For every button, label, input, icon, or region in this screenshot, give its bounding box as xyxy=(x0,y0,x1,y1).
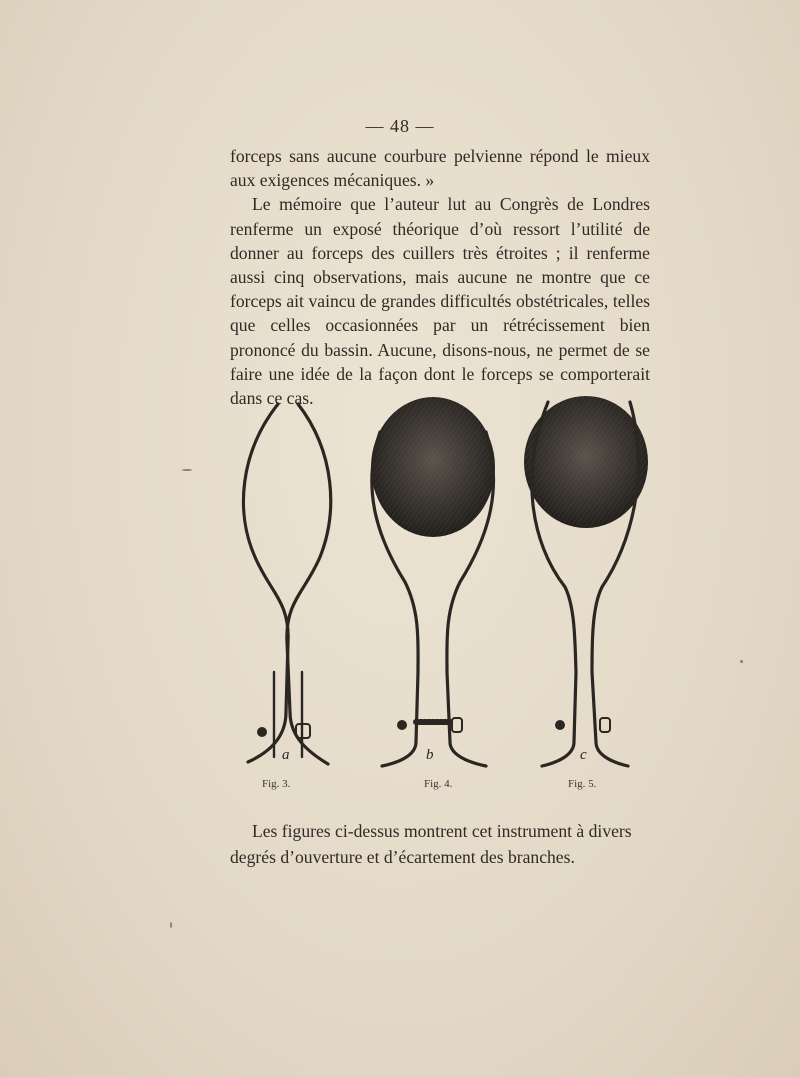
forceps-figures xyxy=(230,392,660,792)
figure-caption-5: Fig. 5. xyxy=(568,778,597,790)
figure-caption-3: Fig. 3. xyxy=(262,778,291,790)
paper-speck xyxy=(740,660,743,663)
paragraph-1: forceps sans aucune courbure pelvienne répond le mieux aux exigences mécaniques. » xyxy=(230,146,650,191)
body-text xyxy=(230,144,650,410)
figure-letter-b: b xyxy=(426,747,434,763)
paper-speck xyxy=(170,922,172,928)
forceps-a-drawing xyxy=(243,404,330,764)
paper-speck xyxy=(182,469,192,471)
forceps-b-drawing xyxy=(371,397,495,766)
forceps-engraving xyxy=(230,392,660,782)
figure-caption-4: Fig. 4. xyxy=(424,778,453,790)
closing-paragraph: Les figures ci-dessus montrent cet instrument à divers degrés d’ouverture et d’écartement des branches. xyxy=(230,821,632,867)
forceps-c-drawing xyxy=(524,396,648,766)
page-number: — 48 — xyxy=(365,116,435,136)
paragraph-2: Le mémoire que l’auteur lut au Congrès de Londres renferme un exposé théorique d’où ressort l’utilité de donner au forceps des cuillers très étroites ; il renferme aussi cinq observations, mais aucune ne montre que ce forceps ait vaincu de grandes difficultés obstétricales, telles que celles occasionnées par un rétrécissement bien prononcé du bassin. Aucune, disons-nous, ne permet de se faire une idée de la façon dont le forceps se comporterait dans ce cas. xyxy=(230,194,650,409)
closing-text xyxy=(230,818,650,870)
figure-letter-a: a xyxy=(282,747,290,763)
figure-letter-c: c xyxy=(580,747,587,763)
